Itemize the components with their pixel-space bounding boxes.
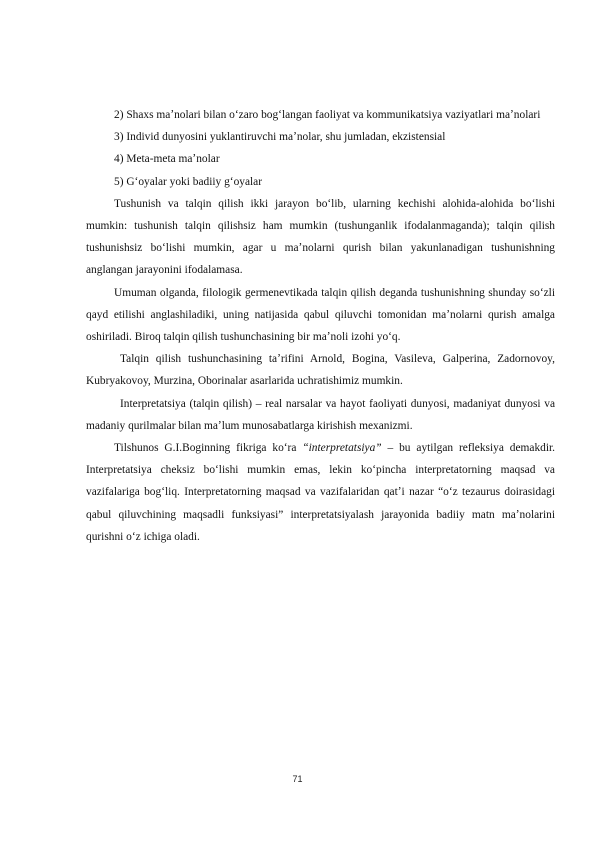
paragraph-hermeneutics: Umuman olganda, filologik germenevtikada talqin qilish deganda tushunishning shunday soʻzli qayd etilishi anglashiladiki, uning natijasida qabul qiluvchi tomonidan maʼnolarni qurish amalga oshiriladi. Biroq talqin qilish tushunchasining bir maʼnoli izohi yoʻq.: [86, 286, 555, 344]
paragraph-bogin: [86, 437, 555, 548]
paragraph-understanding: Tushunish va talqin qilish ikki jarayon boʻlib, ularning kechishi alohida-alohida boʻlishi mumkin: tushunish talqin qilishsiz ham mumkin (tushunganlik ifodalanmaganda); talqin qilish tushunishsiz boʻlishi mumkin, agar u maʼnolarni qurish bilan yakunlanadigan tushunishning anglangan jarayonini ifodalamasa.: [86, 197, 555, 277]
page-number: 71: [292, 774, 303, 784]
paragraph-bogin-rest: – bu aytilgan refleksiya demakdir. Interpretatsiya cheksiz boʻlishi mumkin emas, lekin koʻpincha interpretatorning maqsad va vazifalariga bogʻliq. Interpretatorning maqsad va vazifalaridan qatʼi nazar “oʻz tezaurus doirasidagi qabul qiluvchining maqsadli funksiyasi” interpretatsiyalash jarayonida badiiy matn maʼnolarini qurishni oʻz ichiga oladi.: [86, 442, 556, 543]
list-item-5: 5) Gʻoyalar yoki badiiy gʻoyalar: [114, 175, 263, 188]
list-item-4: 4) Meta-meta maʼnolar: [114, 153, 220, 166]
term-interpretatsiya: “interpretatsiya”: [302, 442, 382, 455]
paragraph-interpretation: Interpretatsiya (talqin qilish) – real narsalar va hayot faoliyati dunyosi, madaniyat dunyosi va madaniy qurilmalar bilan maʼlum munosabatlarga kirishish mexanizmi.: [86, 397, 555, 432]
paragraph-definitions: Talqin qilish tushunchasining taʼrifini Arnold, Bogina, Vasileva, Galperina, Zadornovoy, Kubryakovoy, Murzina, Oborinalar asarlarida uchratishimiz mumkin.: [86, 353, 555, 388]
document-body: [86, 104, 555, 548]
list-item-3: 3) Individ dunyosini yuklantiruvchi maʼnolar, shu jumladan, ekzistensial: [114, 131, 446, 144]
paragraph-bogin-start: Tilshunos G.I.Boginning fikriga koʻra: [114, 442, 303, 455]
list-item-2: 2) Shaxs maʼnolari bilan oʻzaro bogʻlangan faoliyat va kommunikatsiya vaziyatlari maʼnolari: [114, 109, 541, 121]
